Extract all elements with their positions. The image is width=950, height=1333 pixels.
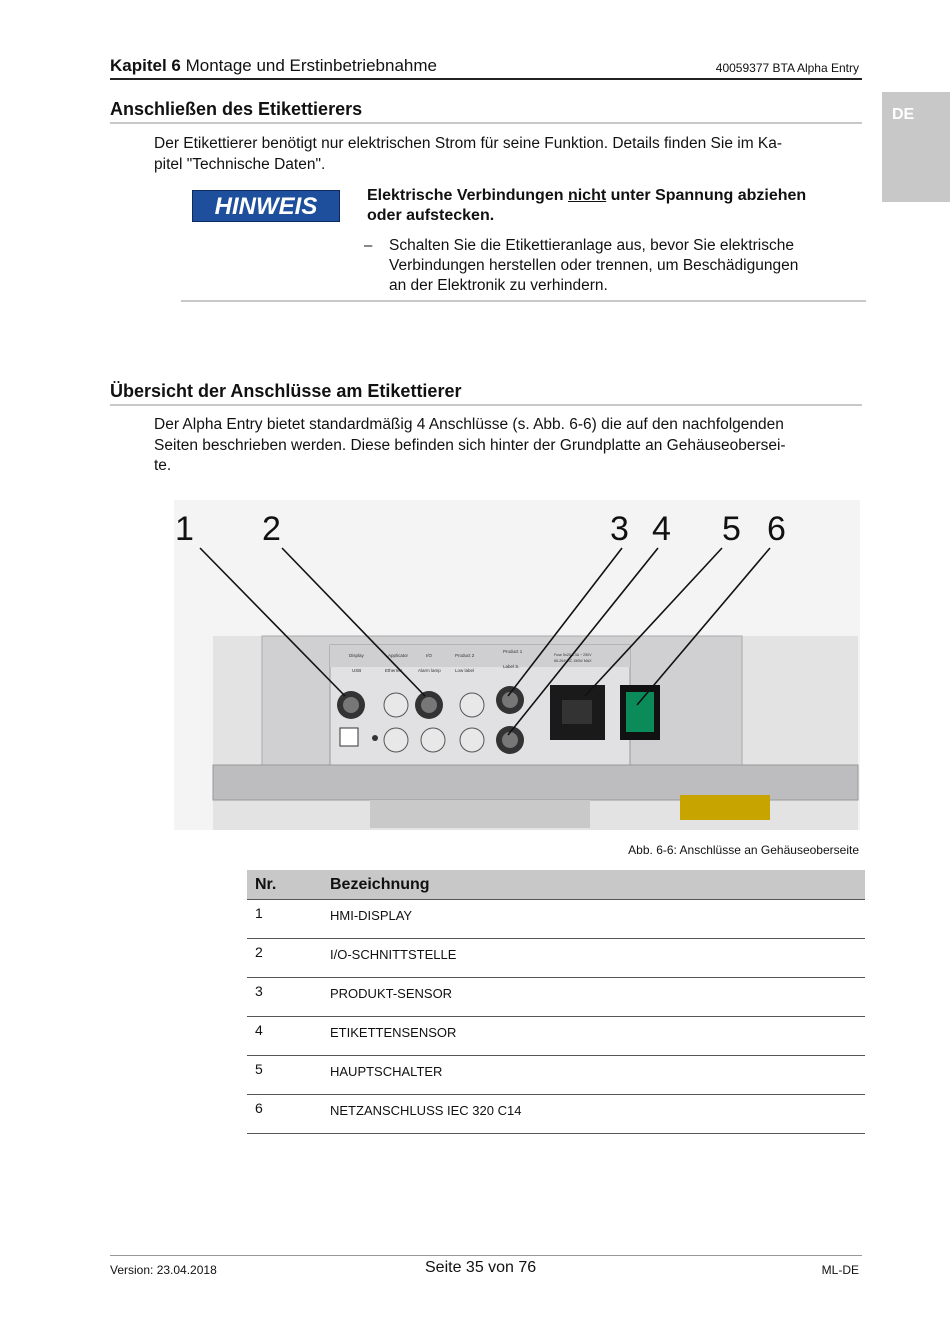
notice-title-part: unter Spannung abziehen (606, 187, 807, 204)
paragraph-line: Der Etikettierer benötigt nur elektrischen Strom für seine Funktion. Details finden Sie im Ka- (154, 135, 783, 152)
connector-table (247, 870, 865, 1134)
callout-3: 3 (610, 510, 629, 548)
row-name: NETZANSCHLUSS IEC 320 C14 (330, 1095, 865, 1134)
language-tab-label: DE (892, 106, 915, 123)
notice-text (389, 236, 859, 296)
section-paragraph-connect (154, 134, 864, 175)
table-row (247, 900, 865, 939)
table-row (247, 978, 865, 1017)
footer-language: ML-DE (821, 1263, 859, 1277)
row-name: HAUPTSCHALTER (330, 1056, 865, 1095)
connector-photo (170, 500, 860, 835)
running-header (110, 56, 437, 76)
paragraph-line: Seiten beschrieben werden. Diese befinden sich hinter der Grundplatte an Gehäuseobersei- (154, 436, 786, 454)
paragraph-line: pitel "Technische Daten". (154, 155, 326, 173)
document-id: 40059377 BTA Alpha Entry (715, 61, 859, 75)
footer-page-number: Seite 35 von 76 (425, 1259, 537, 1276)
callout-4: 4 (652, 510, 671, 548)
row-nr: 6 (247, 1095, 330, 1134)
section-heading-overview: Übersicht der Anschlüsse am Etikettierer (110, 381, 462, 401)
section-heading-connect: Anschließen des Etikettierers (110, 99, 363, 119)
notice-title-emphasis: nicht (567, 187, 607, 204)
row-nr: 5 (247, 1056, 330, 1095)
callout-2: 2 (262, 510, 281, 548)
panel-label-usb: USB (352, 668, 362, 673)
row-name: ETIKETTENSENSOR (330, 1017, 865, 1056)
language-tab (882, 92, 950, 202)
notice-badge: HINWEIS (192, 190, 340, 222)
panel-label-fuse: Fuse 5x20 6.3A ~ 250V (554, 653, 592, 657)
row-nr: 4 (247, 1017, 330, 1056)
notice-title (367, 186, 857, 226)
notice-line: Schalten Sie die Etikettieranlage aus, bevor Sie elektrische (389, 237, 794, 254)
paragraph-line: Der Alpha Entry bietet standardmäßig 4 Anschlüsse (s. Abb. 6-6) die auf den nachfolgenden (154, 416, 784, 433)
paragraph-line: te. (154, 457, 172, 474)
notice-line: Verbindungen herstellen oder trennen, um Beschädigungen (389, 257, 799, 274)
section-paragraph-overview (154, 415, 864, 477)
notice-rule (181, 300, 866, 302)
row-nr: 1 (247, 900, 330, 939)
panel-label-rating: 85-264VAC 150W MAX (554, 659, 592, 663)
table-row (247, 1056, 865, 1095)
panel-label-applicator: Applicator (388, 653, 409, 658)
panel-label-label-s: Label S. (503, 664, 520, 669)
panel-label-ethernet: Ethernet (385, 668, 403, 673)
callout-1: 1 (175, 510, 194, 548)
chapter-number: Kapitel 6 (110, 56, 181, 75)
footer-version: Version: 23.04.2018 (110, 1263, 217, 1277)
header-rule (110, 78, 862, 80)
row-nr: 2 (247, 939, 330, 978)
callout-6: 6 (767, 510, 786, 548)
notice-title-part: Elektrische Verbindungen (367, 187, 568, 204)
section-heading-rule (110, 122, 862, 124)
panel-label-product2: Product 2 (455, 653, 475, 658)
table-header-row (247, 870, 865, 900)
table-row (247, 1017, 865, 1056)
table-row (247, 1095, 865, 1134)
row-name: PRODUKT-SENSOR (330, 978, 865, 1017)
table-row (247, 939, 865, 978)
row-name: I/O-SCHNITTSTELLE (330, 939, 865, 978)
column-header-nr: Nr. (247, 870, 330, 900)
panel-label-product1: Product 1 (503, 649, 523, 654)
column-header-name: Bezeichnung (330, 870, 865, 900)
panel-label-io: I/O (426, 653, 433, 658)
panel-label-alarm-lamp: Alarm lamp (418, 668, 441, 673)
footer-rule (110, 1255, 862, 1256)
list-dash: – (364, 237, 373, 254)
callout-5: 5 (722, 510, 741, 548)
row-nr: 3 (247, 978, 330, 1017)
notice-line: an der Elektronik zu verhindern. (389, 277, 608, 294)
chapter-title: Montage und Erstinbetriebnahme (185, 56, 437, 75)
figure-caption: Abb. 6-6: Anschlüsse an Gehäuseoberseite (628, 843, 859, 857)
row-name: HMI-DISPLAY (330, 900, 865, 939)
section-heading-rule (110, 404, 862, 406)
panel-label-low-label: Low label (455, 668, 475, 673)
notice-title-part: oder aufstecken. (367, 207, 495, 224)
panel-label-display: Display (349, 653, 364, 658)
